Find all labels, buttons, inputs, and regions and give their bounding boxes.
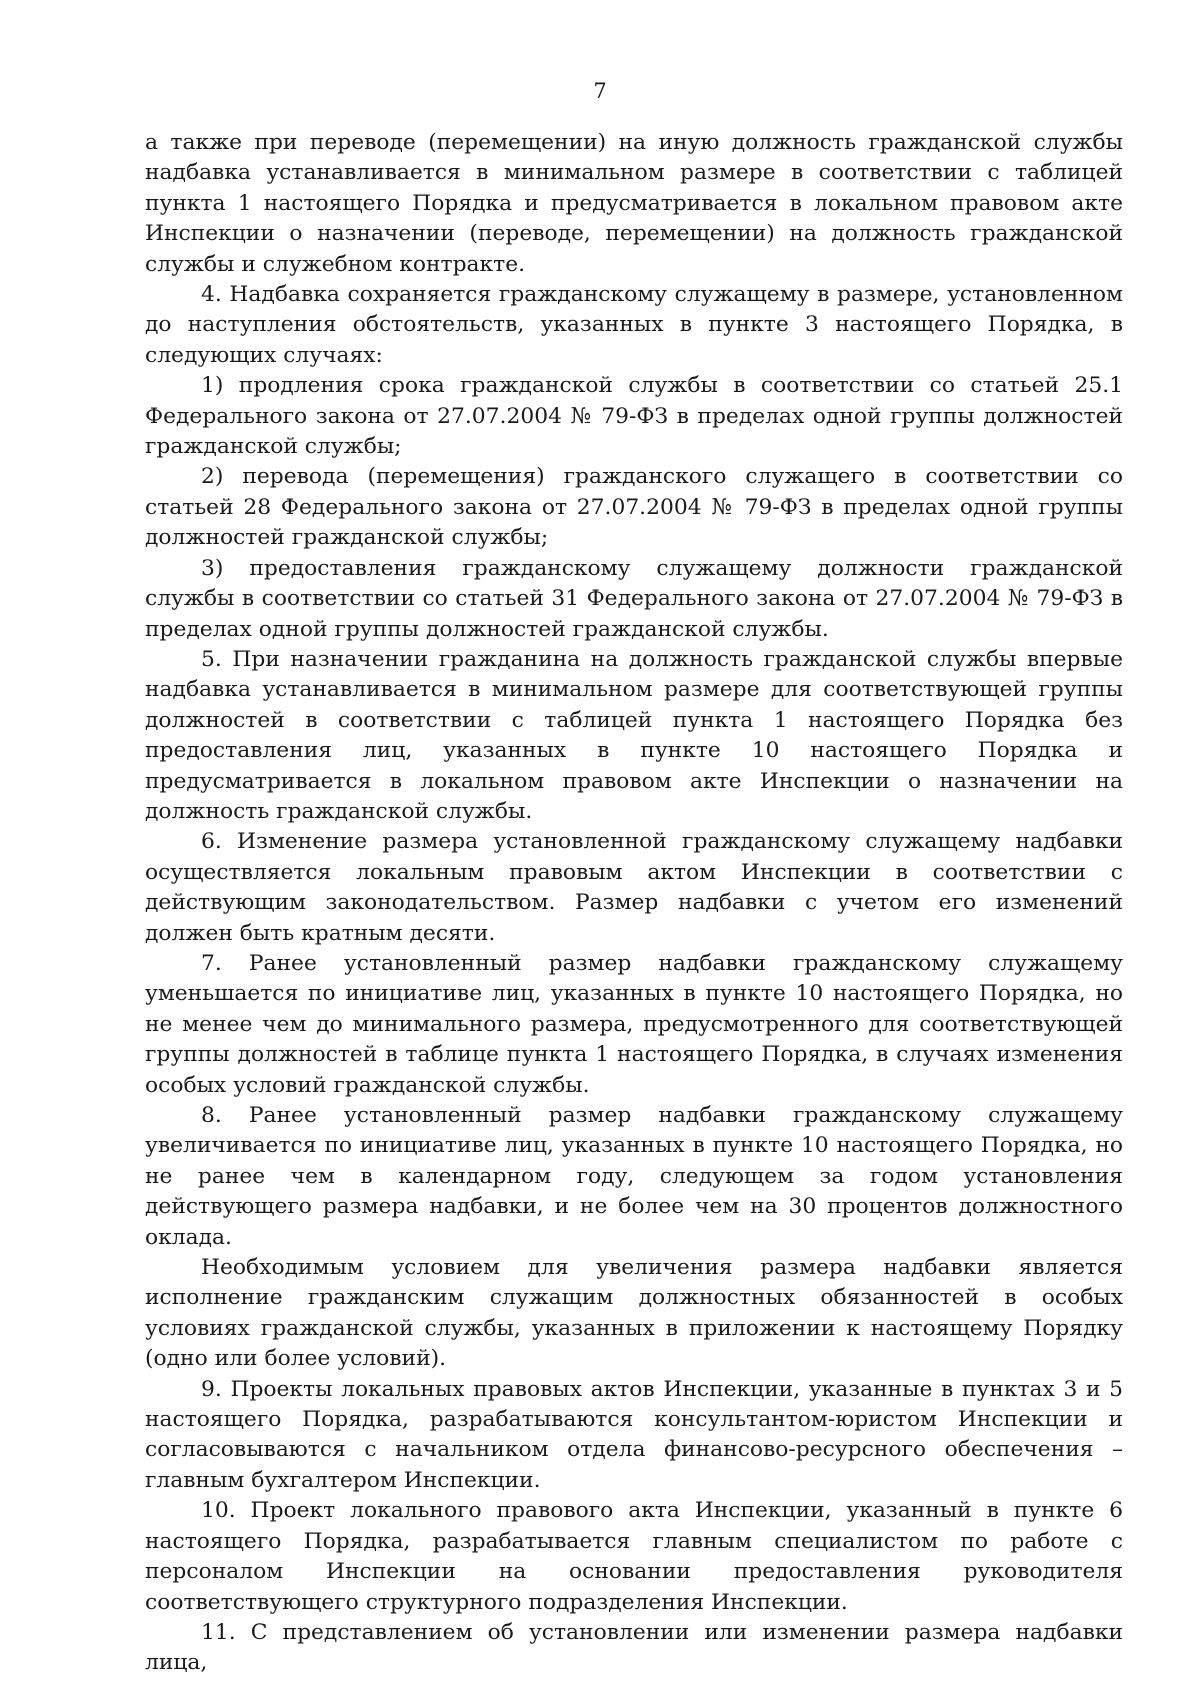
list-item-4-2: 2) перевода (перемещения) гражданского служащего в соответствии со статьей 28 Федерального закона от 27.07.2004 № 79-ФЗ в пределах одной группы должностей гражданской службы; bbox=[145, 464, 1123, 551]
list-item-4-1: 1) продления срока гражданской службы в соответствии со статьей 25.1 Федерального закона от 27.07.2004 № 79-ФЗ в пределах одной группы должностей гражданской службы; bbox=[145, 373, 1123, 460]
list-item-4-3: 3) предоставления гражданскому служащему должности гражданской службы в соответствии со статьей 31 Федерального закона от 27.07.2004 № 79-ФЗ в пределах одной группы должностей гражданской службы. bbox=[145, 555, 1123, 642]
document-body bbox=[145, 128, 1123, 1679]
page-number: 7 bbox=[593, 79, 607, 103]
paragraph-10: 10. Проект локального правового акта Инспекции, указанный в пункте 6 настоящего Порядка, разрабатывается главным специалистом по работе с персоналом Инспекции на основании предоставления руководителя соответствующего структурного подразделения Инспекции. bbox=[145, 1498, 1123, 1615]
paragraph-7: 7. Ранее установленный размер надбавки гражданскому служащему уменьшается по инициативе лиц, указанных в пункте 10 настоящего Порядка, но не менее чем до минимального размера, предусмотренного для соответствующей группы должностей в таблице пункта 1 настоящего Порядка, в случаях изменения особых условий гражданской службы. bbox=[145, 950, 1123, 1098]
paragraph-4: 4. Надбавка сохраняется гражданскому служащему в размере, установленном до наступления обстоятельств, указанных в пункте 3 настоящего Порядка, в следующих случаях: bbox=[145, 282, 1123, 368]
paragraph-3-continuation: а также при переводе (перемещении) на иную должность гражданской службы надбавка устанавливается в минимальном размере в соответствии с таблицей пункта 1 настоящего Порядка и предусматривается в локальном правовом акте Инспекции о назначении (переводе, перемещении) на должность гражданской службы и служебном контракте. bbox=[145, 130, 1123, 277]
paragraph-8: 8. Ранее установленный размер надбавки гражданскому служащему увеличивается по инициативе лиц, указанных в пункте 10 настоящего Порядка, но не ранее чем в календарном году, следующем за годом установления действующего размера надбавки, и не более чем на 30 процентов должностного оклада. bbox=[145, 1103, 1123, 1250]
paragraph-9: 9. Проекты локальных правовых актов Инспекции, указанные в пунктах 3 и 5 настоящего Порядка, разрабатываются консультантом-юристом Инспекции и согласовываются с начальником отдела финансово-ресурсного обеспечения – главным бухгалтером Инспекции. bbox=[145, 1376, 1123, 1493]
paragraph-11: 11. С представлением об установлении или изменении размера надбавки лица, bbox=[145, 1619, 1123, 1676]
paragraph-6: 6. Изменение размера установленной гражданскому служащему надбавки осуществляется локальным правовым актом Инспекции в соответствии с действующим законодательством. Размер надбавки с учетом его изменений должен быть кратным десяти. bbox=[145, 829, 1123, 946]
paragraph-8-condition: Необходимым условием для увеличения размера надбавки является исполнение гражданским служащим должностных обязанностей в особых условиях гражданской службы, указанных в приложении к настоящему Порядку (одно или более условий). bbox=[145, 1255, 1123, 1372]
paragraph-5: 5. При назначении гражданина на должность гражданской службы впервые надбавка устанавливается в минимальном размере для соответствующей группы должностей в соответствии с таблицей пункта 1 настоящего Порядка без предоставления лиц, указанных в пункте 10 настоящего Порядка и предусматривается в локальном правовом акте Инспекции о назначении на должность гражданской службы. bbox=[145, 646, 1123, 824]
